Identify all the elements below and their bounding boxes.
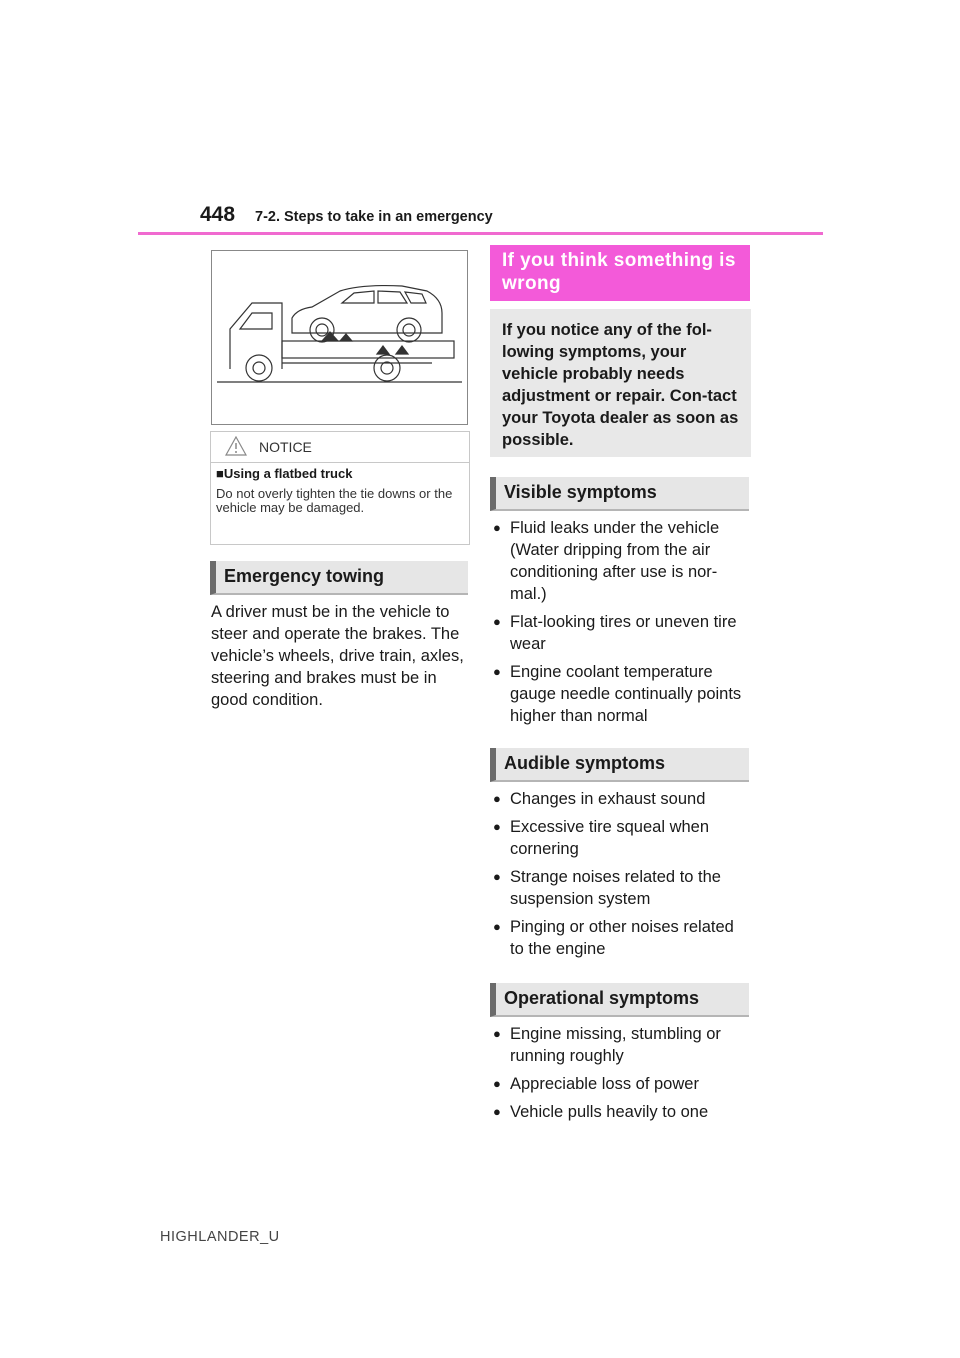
visible-symptoms-list [491,517,749,733]
header-divider [138,232,823,235]
operational-symptoms-heading: Operational symptoms [490,983,749,1017]
list-item: ● Appreciable loss of power [491,1073,749,1095]
audible-symptoms-heading: Audible symptoms [490,748,749,782]
notice-label: NOTICE [259,439,312,455]
notice-header [211,432,469,463]
list-item: ● Strange noises related to the suspension system [491,866,749,910]
visible-symptoms-heading: Visible symptoms [490,477,749,511]
operational-symptoms-list [491,1023,749,1129]
truck-window [240,313,272,329]
emergency-towing-heading: Emergency towing [210,561,468,595]
rear-wheel [374,355,400,381]
suv-body [292,286,442,333]
notice-text: Do not overly tighten the tie downs or the vehicle may be damaged. [216,486,453,515]
front-wheel [246,355,272,381]
notice-subheading: ■Using a flatbed truck [216,466,353,481]
list-item: ● Engine missing, stumbling or running roughly [491,1023,749,1067]
flatbed-truck-illustration [211,250,468,425]
emergency-towing-body: A driver must be in the vehicle to steer and operate the brakes. The vehicle’s wheels, drive train, axles, steering and brakes must be in good condition. [211,603,464,709]
list-item: ● Fluid leaks under the vehicle (Water dripping from the air conditioning after use is nor-mal.) [491,517,749,605]
list-item: ● Engine coolant temperature gauge needle continually points higher than normal [491,661,749,727]
section-title: 7-2. Steps to take in an emergency [255,209,493,225]
flatbed [282,341,454,358]
wrong-intro: If you notice any of the fol-lowing symptoms, your vehicle probably needs adjustment or repair. Con-tact your Toyota dealer as soon as possible. [490,309,751,457]
list-item: ● Changes in exhaust sound [491,788,749,810]
notice-box [210,431,470,545]
wrong-heading: If you think something is wrong [490,245,750,301]
footer-model: HIGHLANDER_U [160,1229,280,1245]
list-item: ● Pinging or other noises related to the engine [491,916,749,960]
list-item: ● Excessive tire squeal when cornering [491,816,749,860]
warning-triangle-icon [225,436,247,461]
page-number: 448 [200,203,236,226]
list-item: ● Vehicle pulls heavily to one [491,1101,749,1123]
list-item: ● Flat-looking tires or uneven tire wear [491,611,749,655]
audible-symptoms-list [491,788,749,966]
suv-rear-wheel [397,318,421,342]
tie-down-rear [377,346,408,354]
